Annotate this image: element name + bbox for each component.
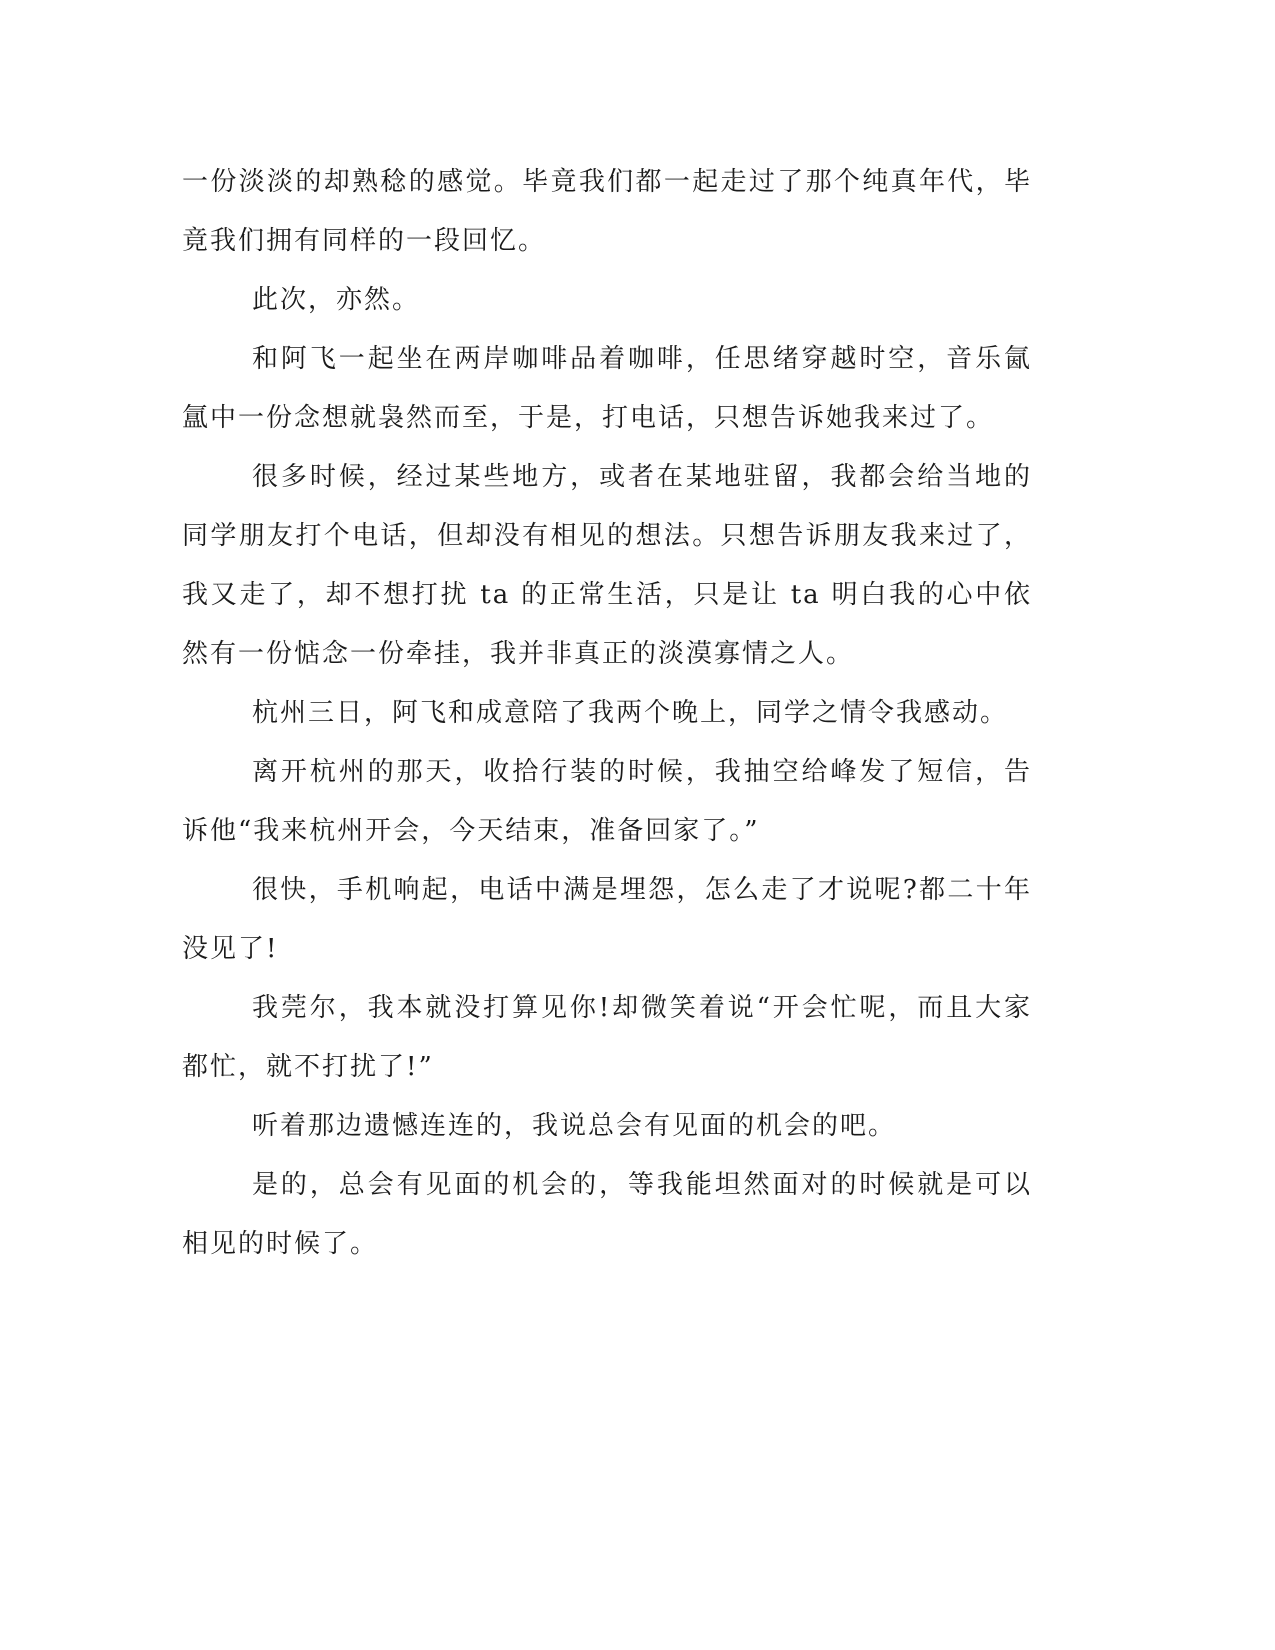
paragraph-5: 杭州三日，阿飞和成意陪了我两个晚上，同学之情令我感动。 — [252, 698, 1009, 728]
paragraph-9: 听着那边遗憾连连的，我说总会有见面的机会的吧。 — [252, 1111, 897, 1141]
paragraph-7: 很快，手机响起，电话中满是埋怨，怎么走了才说呢?都二十年没见了! — [182, 875, 1032, 964]
paragraph-10: 是的，总会有见面的机会的，等我能坦然面对的时候就是可以相见的时候了。 — [182, 1170, 1032, 1259]
paragraph-8: 我莞尔，我本就没打算见你!却微笑着说“开会忙呢，而且大家都忙，就不打扰了!” — [182, 993, 1032, 1082]
paragraph-6: 离开杭州的那天，收拾行装的时候，我抽空给峰发了短信，告诉他“我来杭州开会，今天结束，准备回家了。” — [182, 757, 1032, 846]
paragraph-3: 和阿飞一起坐在两岸咖啡品着咖啡，任思绪穿越时空，音乐氤氲中一份念想就袅然而至，于是，打电话，只想告诉她我来过了。 — [182, 344, 1032, 433]
paragraph-2: 此次，亦然。 — [252, 285, 421, 315]
paragraph-1: 一份淡淡的却熟稔的感觉。毕竟我们都一起走过了那个纯真年代，毕竟我们拥有同样的一段回忆。 — [182, 167, 1032, 256]
paragraph-4: 很多时候，经过某些地方，或者在某地驻留，我都会给当地的同学朋友打个电话，但却没有相见的想法。只想告诉朋友我来过了，我又走了，却不想打扰 ta 的正常生活，只是让 ta 明白我的心中依然有一份惦念一份牵挂，我并非真正的淡漠寡情之人。 — [182, 462, 1032, 669]
body-text — [182, 153, 1032, 1274]
